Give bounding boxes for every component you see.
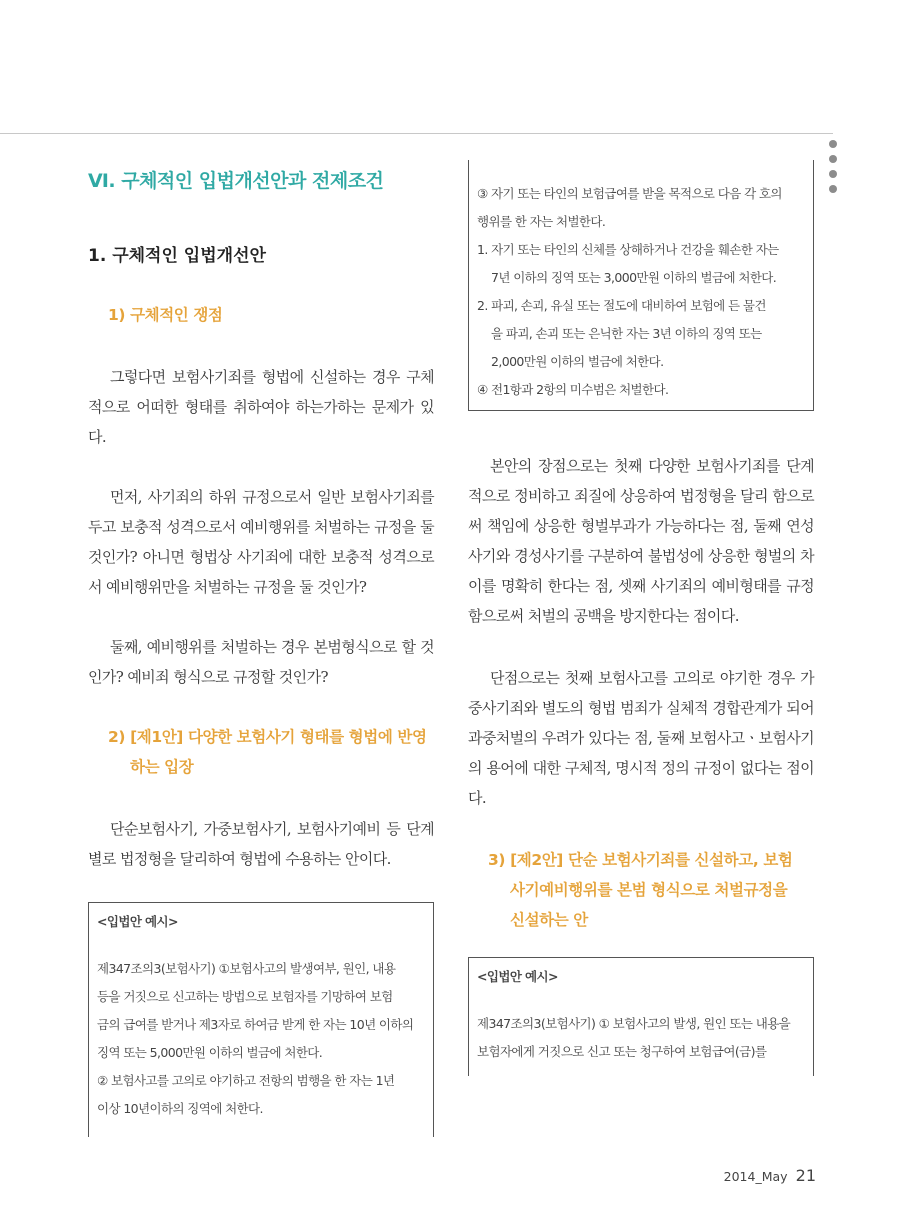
box-line: ③ 자기 또는 타인의 보험급여를 받을 목적으로 다음 각 호의 bbox=[477, 186, 782, 201]
decorative-dots bbox=[829, 140, 839, 200]
box-line: 2. 파괴, 손괴, 유실 또는 절도에 대비하여 보험에 든 물건 bbox=[477, 298, 766, 313]
dot-icon bbox=[829, 140, 837, 148]
heading-specific-issues: 1) 구체적인 쟁점 bbox=[108, 306, 223, 324]
left-column bbox=[88, 160, 434, 1137]
section-subtitle: 1. 구체적인 입법개선안 bbox=[88, 246, 266, 266]
paragraph-4: 단순보험사기, 가중보험사기, 보험사기예비 등 단계별로 법정형을 달리하여 형법에 수용하는 안이다. bbox=[88, 820, 434, 868]
box-line: 7년 이하의 징역 또는 3,000만원 이하의 벌금에 처한다. bbox=[491, 270, 777, 285]
box-line: 을 파괴, 손괴 또는 은닉한 자는 3년 이하의 징역 또는 bbox=[491, 326, 762, 341]
box-line: 제347조의3(보험사기) ① 보험사고의 발생, 원인 또는 내용을 bbox=[477, 1016, 791, 1031]
top-divider bbox=[0, 133, 833, 134]
right-column bbox=[468, 160, 814, 1076]
paragraph-3: 둘째, 예비행위를 처벌하는 경우 본범형식으로 할 것인가? 예비죄 형식으로 규정할 것인가? bbox=[88, 638, 434, 686]
paragraph-disadvantages: 단점으로는 첫째 보험사고를 고의로 야기한 경우 가중사기죄와 별도의 형법 범죄가 실체적 경합관계가 되어 과중처벌의 우려가 있다는 점, 둘째 보험사고ㆍ보험사기의 용어에 대한 구체적, 명시적 정의 규정이 없다는 점이다. bbox=[468, 669, 814, 807]
box-line: 등을 거짓으로 신고하는 방법으로 보험자를 기망하여 보험 bbox=[97, 989, 393, 1004]
box-line: ④ 전1항과 2항의 미수범은 처벌한다. bbox=[477, 382, 669, 397]
heading-proposal-2-line2: 사기예비행위를 본범 형식으로 처벌규정을 bbox=[510, 881, 788, 899]
box-title: <입법안 예시> bbox=[477, 969, 558, 984]
section-title: Ⅵ. 구체적인 입법개선안과 전제조건 bbox=[88, 170, 384, 192]
paragraph-advantages: 본안의 장점으로는 첫째 다양한 보험사기죄를 단계적으로 정비하고 죄질에 상응하여 법정형을 달리 함으로써 책임에 상응한 형벌부과가 가능하다는 점, 둘째 연성사기와 경성사기를 구분하여 불법성에 상응한 형벌의 차이를 명확히 한다는 점, 셋째 사기죄의 예비형태를 규정함으로써 처벌의 공백을 방지한다는 점이다. bbox=[468, 457, 814, 625]
heading-proposal-1-line2: 하는 입장 bbox=[130, 758, 194, 776]
page-number: 21 bbox=[795, 1166, 816, 1185]
box-line: 징역 또는 5,000만원 이하의 벌금에 처한다. bbox=[97, 1045, 323, 1060]
box-line: 금의 급여를 받거나 제3자로 하여금 받게 한 자는 10년 이하의 bbox=[97, 1017, 414, 1032]
bill-example-box-continued bbox=[468, 160, 814, 411]
box-line: 1. 자기 또는 타인의 신체를 상해하거나 건강을 훼손한 자는 bbox=[477, 242, 779, 257]
box-line: ② 보험사고를 고의로 야기하고 전항의 범행을 한 자는 1년 bbox=[97, 1073, 395, 1088]
heading-proposal-1-line1: 2) [제1안] 다양한 보험사기 형태를 형법에 반영 bbox=[108, 728, 427, 746]
box-line: 행위를 한 자는 처벌한다. bbox=[477, 214, 606, 229]
paragraph-2: 먼저, 사기죄의 하위 규정으로서 일반 보험사기죄를 두고 보충적 성격으로서 예비행위를 처벌하는 규정을 둘 것인가? 아니면 형법상 사기죄에 대한 보충적 성격으로서 예비행위만을 처벌하는 규정을 둘 것인가? bbox=[88, 488, 434, 596]
box-line: 이상 10년이하의 징역에 처한다. bbox=[97, 1101, 263, 1116]
dot-icon bbox=[829, 185, 837, 193]
heading-proposal-2-line3: 신설하는 안 bbox=[510, 911, 588, 929]
paragraph-1: 그렇다면 보험사기죄를 형법에 신설하는 경우 구체적으로 어떠한 형태를 취하여야 하는가하는 문제가 있다. bbox=[88, 368, 434, 446]
dot-icon bbox=[829, 155, 837, 163]
bill-example-box-2 bbox=[468, 957, 814, 1076]
box-line: 2,000만원 이하의 벌금에 처한다. bbox=[491, 354, 664, 369]
heading-proposal-1 bbox=[88, 722, 434, 782]
dot-icon bbox=[829, 170, 837, 178]
heading-proposal-2 bbox=[468, 845, 814, 935]
heading-proposal-2-line1: 3) [제2안] 단순 보험사기죄를 신설하고, 보험 bbox=[488, 851, 793, 869]
box-line: 제347조의3(보험사기) ①보험사고의 발생여부, 원인, 내용 bbox=[97, 961, 396, 976]
bill-example-box bbox=[88, 902, 434, 1137]
box-title: <입법안 예시> bbox=[97, 914, 178, 929]
box-line: 보험자에게 거짓으로 신고 또는 청구하여 보험급여(금)를 bbox=[477, 1044, 767, 1059]
issue-label: 2014_May bbox=[723, 1169, 788, 1184]
page-footer bbox=[720, 1166, 816, 1185]
